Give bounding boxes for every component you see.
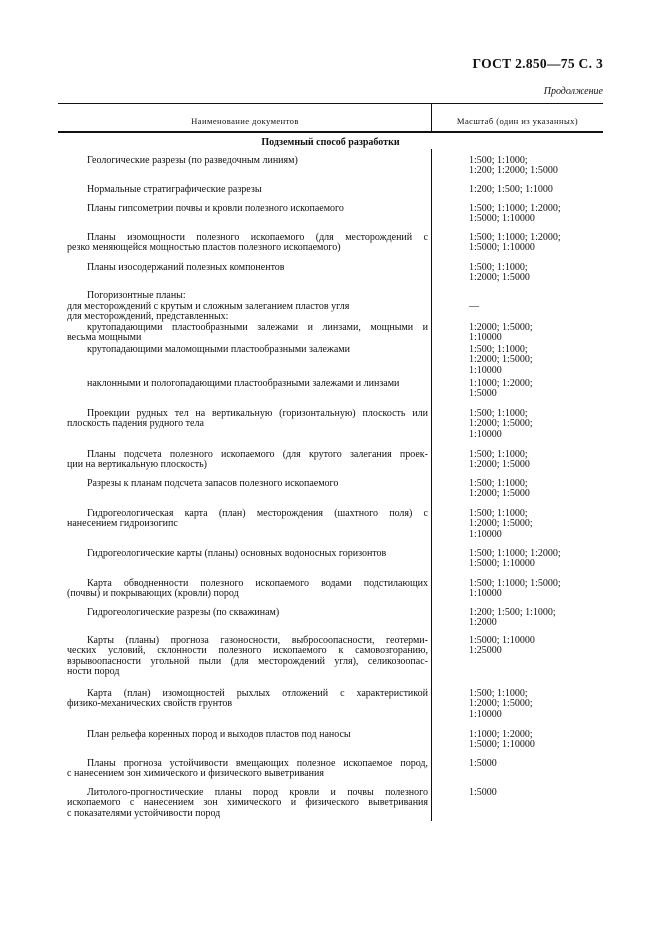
scale-value — [469, 759, 604, 769]
scale-line: 1:200; 1:500; 1:1000 — [469, 184, 553, 195]
document-name-line: Карты (планы) прогноза газоносности, выбросоопасности, геотерми- — [87, 635, 428, 646]
section-title: Подземный способ разработки — [261, 137, 400, 148]
scale-line: 1:10000 — [469, 428, 502, 440]
document-name-line: Гидрогеологические разрезы (по скважинам) — [87, 607, 280, 618]
document-name-line: Гидрогеологическая карта (план) месторождения (шахтного поля) с — [87, 508, 428, 519]
column-header-name: Наименование документов — [191, 116, 299, 126]
scale-value — [469, 549, 604, 570]
document-name — [67, 291, 428, 301]
document-name — [67, 689, 428, 710]
document-name-line: Нормальные стратиграфические разрезы — [87, 184, 262, 195]
document-name-line: весьма мощными — [67, 332, 142, 344]
scale-line: 1:25000 — [469, 645, 502, 657]
scale-value — [469, 608, 604, 629]
document-name — [67, 233, 428, 254]
scale-line: 1:500; 1:1000; 1:5000; — [469, 578, 561, 589]
document-name-line: Литолого-прогностические планы пород кровли и почвы полезного — [87, 787, 428, 798]
scale-value — [469, 302, 604, 312]
document-name-line: Геологические разрезы (по разведочным линиям) — [87, 155, 298, 166]
document-name — [67, 608, 428, 618]
table-top-border — [58, 103, 603, 104]
scale-line: 1:5000 — [469, 388, 497, 400]
scale-line: 1:5000; 1:10000 — [469, 635, 535, 646]
scale-value — [469, 689, 604, 720]
scale-line: 1:10000 — [469, 528, 502, 540]
scale-line: 1:500; 1:1000; — [469, 262, 528, 273]
scale-line: 1:5000; 1:10000 — [469, 739, 535, 751]
scale-line: 1:500; 1:1000; — [469, 688, 528, 699]
scale-line: 1:10000 — [469, 708, 502, 720]
scale-line: 1:5000; 1:10000 — [469, 558, 535, 570]
document-name-line: Планы гипсометрии почвы и кровли полезного ископаемого — [87, 203, 344, 214]
scale-line: 1:2000; 1:5000; — [469, 418, 533, 430]
document-name — [67, 379, 428, 389]
scale-value — [469, 204, 604, 225]
scale-line: 1:10000 — [469, 364, 502, 376]
document-name — [67, 345, 428, 355]
scale-line: 1:5000; 1:10000 — [469, 213, 535, 225]
scale-value — [469, 345, 604, 376]
scale-value — [469, 233, 604, 254]
document-name-line: ископаемого с нанесением зон химического и физического выветривания — [67, 797, 428, 809]
scale-value — [469, 156, 604, 177]
document-name — [67, 549, 428, 559]
document-name-line: взрывоопасности угольной пыли (для месторождений угля), селикозоопас- — [67, 655, 428, 667]
scale-line: 1:10000 — [469, 332, 502, 344]
document-name-line: Гидрогеологические карты (планы) основных водоносных горизонтов — [87, 548, 387, 559]
document-name-line: для месторождений, представленных: — [67, 311, 229, 322]
document-name — [67, 263, 428, 273]
scale-value — [469, 379, 604, 400]
document-name — [67, 204, 428, 214]
scale-line: 1:200; 1:2000; 1:5000 — [469, 165, 558, 177]
scale-line: 1:1000; 1:2000; — [469, 378, 533, 389]
scale-line: 1:2000; 1:5000; — [469, 322, 533, 333]
document-name-line: (почвы) и покрывающих (кровли) пород — [67, 588, 239, 600]
document-name-line: Планы изосодержаний полезных компонентов — [87, 262, 285, 273]
document-name — [67, 759, 428, 780]
document-name-line: Планы прогноза устойчивости вмещающих полезное ископаемое пород, — [87, 758, 428, 769]
document-name-line: нанесением гидроизогипс — [67, 518, 178, 530]
document-name — [67, 323, 428, 344]
document-name — [67, 636, 428, 678]
document-name-line: Карта обводненности полезного ископаемого водами подстилающих — [87, 578, 428, 589]
document-name-line: плоскость падения рудного тела — [67, 418, 204, 430]
scale-line: 1:500; 1:1000; 1:2000; — [469, 203, 561, 214]
document-name — [67, 730, 428, 740]
scale-line: 1:500; 1:1000; — [469, 155, 528, 166]
document-name-line: Планы изомощности полезного ископаемого (для месторождений с — [87, 232, 428, 243]
scale-value — [469, 323, 604, 344]
document-name-line: ности пород — [67, 666, 120, 678]
scale-value — [469, 450, 604, 471]
document-name-line: крутопадающими маломощными пластообразными залежами — [87, 344, 350, 355]
scale-line: 1:500; 1:1000; — [469, 508, 528, 519]
document-name-line: Погоризонтные планы: — [87, 290, 186, 301]
scale-value — [469, 263, 604, 284]
scale-line: 1:200; 1:500; 1:1000; — [469, 607, 556, 618]
document-name-line: наклонными и пологопадающими пластообразными залежами и линзами — [87, 378, 400, 389]
scale-line: 1:500; 1:1000; — [469, 408, 528, 419]
document-name-line: Проекции рудных тел на вертикальную (горизонтальную) плоскость или — [87, 408, 428, 419]
scale-line: 1:500; 1:1000; — [469, 344, 528, 355]
document-name-line: ческих условий, склонности полезного ископаемого к самовозгоранию, — [67, 645, 428, 657]
scale-line: 1:2000; 1:5000 — [469, 488, 530, 500]
document-name-line: с показателями устойчивости пород — [67, 807, 221, 819]
document-name — [67, 409, 428, 430]
document-name — [67, 479, 428, 489]
scale-line: 1:1000; 1:2000; — [469, 729, 533, 740]
scale-line: — — [469, 301, 479, 312]
document-name-line: ции на вертикальную плоскость) — [67, 459, 207, 471]
scale-line: 1:500; 1:1000; 1:2000; — [469, 232, 561, 243]
document-name — [67, 509, 428, 530]
document-name-line: физико-механических свойств грунтов — [67, 698, 233, 710]
document-name-line: с нанесением зон химического и физического выветривания — [67, 768, 324, 780]
document-name — [67, 450, 428, 471]
scale-value — [469, 509, 604, 540]
scale-value — [469, 409, 604, 440]
document-name — [67, 312, 428, 322]
document-name — [67, 788, 428, 819]
document-name-line: Карта (план) изомощностей рыхлых отложений с характеристикой — [87, 688, 428, 699]
scale-line: 1:2000; 1:5000; — [469, 354, 533, 366]
scale-value — [469, 579, 604, 600]
header-bottom-rule — [58, 131, 603, 133]
scale-value — [469, 479, 604, 500]
scale-line: 1:5000; 1:10000 — [469, 242, 535, 254]
continuation-label: Продолжение — [543, 86, 603, 97]
scale-line: 1:2000; 1:5000; — [469, 518, 533, 530]
scale-line: 1:500; 1:1000; — [469, 478, 528, 489]
scale-line: 1:2000; 1:5000; — [469, 698, 533, 710]
scale-line: 1:500; 1:1000; 1:2000; — [469, 548, 561, 559]
document-name — [67, 185, 428, 195]
scale-line: 1:2000 — [469, 617, 497, 629]
scale-value — [469, 185, 604, 195]
scale-line: 1:2000; 1:5000 — [469, 272, 530, 284]
page-header: ГОСТ 2.850—75 С. 3 — [472, 56, 603, 71]
document-name-line: План рельефа коренных пород и выходов пластов под наносы — [87, 729, 351, 740]
document-name-line: для месторождений с крутым и сложным залеганием пластов угля — [67, 301, 350, 312]
document-name-line: крутопадающими пластообразными залежами и линзами, мощными и — [87, 322, 428, 333]
scale-line: 1:500; 1:1000; — [469, 449, 528, 460]
scale-value — [469, 730, 604, 751]
document-name-line: Разрезы к планам подсчета запасов полезного ископаемого — [87, 478, 339, 489]
scale-line: 1:5000 — [469, 758, 497, 769]
scale-line: 1:10000 — [469, 588, 502, 600]
document-name — [67, 579, 428, 600]
scale-value — [469, 788, 604, 798]
column-header-scale: Масштаб (один из указанных) — [456, 116, 579, 126]
column-divider — [431, 149, 432, 821]
scale-value — [469, 636, 604, 657]
scale-line: 1:5000 — [469, 787, 497, 798]
document-name — [67, 156, 428, 166]
document-name-line: резко меняющейся мощностью пластов полезного ископаемого) — [67, 242, 341, 254]
scale-line: 1:2000; 1:5000 — [469, 459, 530, 471]
document-name-line: Планы подсчета полезного ископаемого (для крутого залегания проек- — [87, 449, 428, 460]
